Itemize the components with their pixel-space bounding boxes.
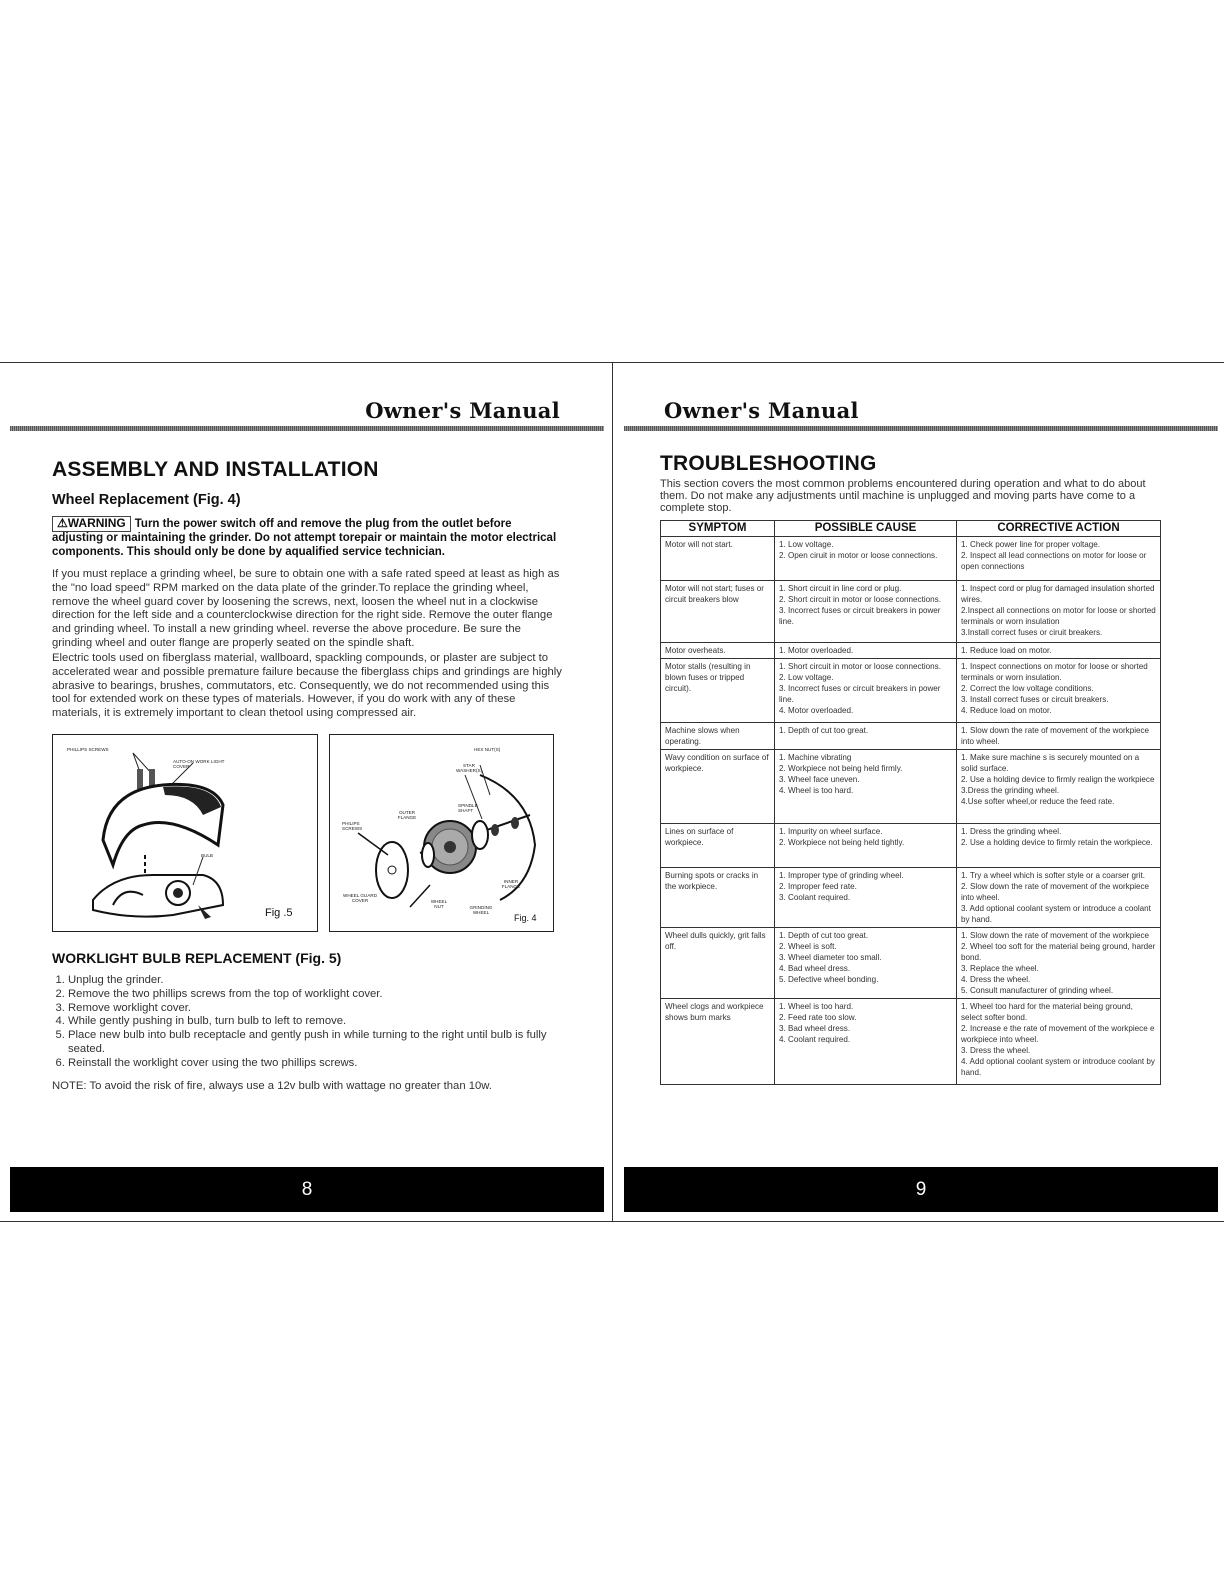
col-header-corrective-action: CORRECTIVE ACTION [957, 521, 1161, 537]
figure-4 [329, 734, 554, 932]
cause-item: 1. Depth of cut too great. [779, 726, 869, 735]
cause-cell [775, 999, 957, 1085]
step-3: 3. Remove worklight cover. [68, 1002, 562, 1016]
symptom-cell: Wavy condition on surface of workpiece. [661, 750, 775, 824]
right-header-title: Owner's Manual [664, 398, 859, 423]
action-item: 3. Dress the wheel. [961, 1046, 1031, 1055]
cause-item: 1. Motor overloaded. [779, 646, 854, 655]
action-cell [957, 723, 1161, 750]
symptom-cell: Motor will not start. [661, 537, 775, 581]
fig4-label-wheel-nut: WHEEL NUT [430, 899, 448, 909]
page-number-8: 8 [301, 1179, 313, 1200]
cause-item: 2. Open ciruit in motor or loose connections. [779, 551, 938, 560]
left-header-rule [10, 426, 604, 431]
step-2: 2. Remove the two phillips screws from the top of worklight cover. [68, 988, 562, 1002]
figure-5 [52, 734, 318, 932]
wheel-paragraph-1: If you must replace a grinding wheel, be sure to obtain one with a safe rated speed at least as high as the "no load speed" RPM marked on the data plate of the grinder.To replace the grinding wheel, remove the wheel guard cover by loosening the screws, next, loosen the wheel nut in a clockwise direction for the left side and a counterclockwise direction for the right side. Remove the outer flange and grinding wheel. To install a new grinding wheel. reverse the above procedure. Be sure the grinding wheel and outer flange are properly seated on the spindle shaft. [52, 568, 560, 649]
table-row [661, 750, 1161, 824]
fig5-label-work-light-cover: AUTO-ON WORK LIGHT COVER [173, 759, 225, 769]
action-item: 2. Use a holding device to firmly retain the workpiece. [961, 838, 1153, 847]
action-item: 1. Dress the grinding wheel. [961, 827, 1062, 836]
worklight-steps [52, 974, 562, 1071]
left-header-title: Owner's Manual [365, 398, 560, 423]
cause-item: 1. Machine vibrating [779, 753, 852, 762]
fig4-caption: Fig. 4 [514, 913, 537, 923]
action-item: 1. Inspect cord or plug for damaged insulation shorted wires. [961, 584, 1155, 604]
symptom-cell: Motor overheats. [661, 643, 775, 659]
table-row [661, 999, 1161, 1085]
fig4-label-philips-screws: PHILIPS SCREWS [342, 821, 363, 831]
action-cell [957, 643, 1161, 659]
table-row [661, 928, 1161, 999]
action-item: 1. Wheel too hard for the material being ground, select softer bond. [961, 1002, 1133, 1022]
table-row [661, 643, 1161, 659]
cause-item: 3. Incorrect fuses or circuit breakers in power line. [779, 684, 941, 704]
fig4-label-wheel-guard-cover: WHEEL GUARD COVER [342, 893, 378, 903]
col-header-possible-cause: POSSIBLE CAUSE [775, 521, 957, 537]
action-cell [957, 928, 1161, 999]
table-header-row [661, 521, 1161, 537]
cause-item: 2. Short circuit in motor or loose connections. [779, 595, 941, 604]
action-item: 4. Reduce load on motor. [961, 706, 1052, 715]
action-item: 5. Consult manufacturer of grinding wheel. [961, 986, 1114, 995]
action-item: 1. Slow down the rate of movement of the workpiece [961, 931, 1150, 940]
wheel-paragraph-2: Electric tools used on fiberglass material, wallboard, spackling compounds, or plaster are subject to accelerated wear and possible premature failure because the fiberglass chips and grindings are highly abrasive to bearings, brushes, commutators, etc. Consequently, we do not recommended using this tool for extended work on these types of materials. However, if you do work with any of these materials, it is extremely important to clean thetool using compressed air. [52, 652, 562, 720]
fig4-label-star-washers: STAR WASHER(S) [456, 763, 483, 773]
col-header-symptom: SYMPTOM [661, 521, 775, 537]
troubleshooting-intro: This section covers the most common problems encountered during operation and what to do about them. Do not make any adjustments until machine is unplugged and moving parts have come to a complete stop. [660, 478, 1146, 514]
cause-cell [775, 643, 957, 659]
action-item: 3. Install correct fuses or circuit breakers. [961, 695, 1109, 704]
cause-cell [775, 659, 957, 723]
cause-item: 3. Incorrect fuses or circuit breakers in power line. [779, 606, 941, 626]
warning-block [52, 516, 562, 559]
action-item: 2. Increase e the rate of movement of the workpiece e workpiece into wheel. [961, 1024, 1155, 1044]
action-item: 3.Dress the grinding wheel. [961, 786, 1060, 795]
action-item: 2. Correct the low voltage conditions. [961, 684, 1094, 693]
troubleshooting-title: TROUBLESHOOTING [660, 452, 877, 475]
step-4: 4. While gently pushing in bulb, turn bulb to left to remove. [68, 1015, 562, 1029]
step-1: 1. Unplug the grinder. [68, 974, 562, 988]
fig4-label-outer-flange: OUTER FLANGE [397, 810, 417, 820]
cause-item: 3. Coolant required. [779, 893, 851, 902]
troubleshooting-table-body [661, 537, 1161, 1085]
cause-item: 2. Low voltage. [779, 673, 834, 682]
action-item: 1. Check power line for proper voltage. [961, 540, 1101, 549]
page-number-9: 9 [915, 1179, 927, 1200]
right-page [618, 362, 1224, 1222]
left-footer-bar [10, 1167, 604, 1212]
action-item: 4. Dress the wheel. [961, 975, 1031, 984]
wheel-replacement-title: Wheel Replacement (Fig. 4) [52, 492, 241, 508]
cause-item: 3. Wheel diameter too small. [779, 953, 882, 962]
action-item: 3. Add optional coolant system or introduce a coolant by hand. [961, 904, 1151, 924]
table-row [661, 659, 1161, 723]
action-item: 1. Try a wheel which is softer style or a coarser grit. [961, 871, 1145, 880]
cause-item: 1. Wheel is too hard. [779, 1002, 854, 1011]
fig4-label-hex-nuts: HEX NUT(S) [474, 747, 501, 752]
bulb-note: NOTE: To avoid the risk of fire, always use a 12v bulb with wattage no greater than 10w. [52, 1080, 492, 1092]
fig5-caption: Fig .5 [265, 907, 293, 919]
cause-item: 1. Short circuit in line cord or plug. [779, 584, 902, 593]
fig5-label-phillips-screws: PHILLIPS SCREWS [67, 747, 109, 752]
action-item: 2. Inspect all lead connections on motor for loose or open connections [961, 551, 1147, 571]
right-header-rule [624, 426, 1218, 431]
action-item: 4.Use softer wheel,or reduce the feed rate. [961, 797, 1115, 806]
action-item: 3.Install correct fuses or ciruit breakers. [961, 628, 1103, 637]
warning-label: WARNING [67, 516, 126, 530]
cause-item: 2. Workpiece not being held tightly. [779, 838, 905, 847]
action-cell [957, 868, 1161, 928]
fig4-label-inner-flange: INNER FLANGE [501, 879, 521, 889]
cause-item: 4. Motor overloaded. [779, 706, 854, 715]
fig4-label-spindle-shaft: SPINDLE SHAFT [458, 803, 478, 813]
action-cell [957, 750, 1161, 824]
symptom-cell: Lines on surface of workpiece. [661, 824, 775, 868]
cause-item: 2. Workpiece not being held firmly. [779, 764, 903, 773]
cause-cell [775, 928, 957, 999]
worklight-section-title: WORKLIGHT BULB REPLACEMENT (Fig. 5) [52, 950, 342, 966]
cause-item: 3. Bad wheel dress. [779, 1024, 851, 1033]
cause-cell [775, 750, 957, 824]
cause-item: 2. Wheel is soft. [779, 942, 837, 951]
step-6: 6. Reinstall the worklight cover using the two phillips screws. [68, 1057, 562, 1071]
step-5: 5. Place new bulb into bulb receptacle and gently push in while turning to the right until bulb is fully seated. [68, 1029, 562, 1057]
left-page [4, 362, 610, 1222]
table-row [661, 581, 1161, 643]
action-item: 2.Inspect all connections on motor for loose or shorted terminals or worn insulation [961, 606, 1156, 626]
action-cell [957, 537, 1161, 581]
action-item: 3. Replace the wheel. [961, 964, 1039, 973]
symptom-cell: Machine slows when operating. [661, 723, 775, 750]
symptom-cell: Wheel dulls quickly, grit falls off. [661, 928, 775, 999]
cause-item: 1. Impurity on wheel surface. [779, 827, 883, 836]
action-item: 2. Wheel too soft for the material being ground, harder bond. [961, 942, 1156, 962]
action-item: 4. Add optional coolant system or introduce coolant by hand. [961, 1057, 1155, 1077]
action-item: 1. Reduce load on motor. [961, 646, 1052, 655]
table-row [661, 868, 1161, 928]
warning-badge [52, 516, 131, 532]
action-item: 1. Inspect connections on motor for loose or shorted terminals or worn insulation. [961, 662, 1148, 682]
warning-text: Turn the power switch off and remove the plug from the outlet before adjusting or maintaining the grinder. Do not attempt torepair or maintain the motor electrical components. This should only be done by aqualified service technician. [52, 518, 557, 558]
symptom-cell: Motor will not start; fuses or circuit breakers blow [661, 581, 775, 643]
table-row [661, 824, 1161, 868]
table-row [661, 723, 1161, 750]
cause-item: 4. Wheel is too hard. [779, 786, 854, 795]
cause-cell [775, 537, 957, 581]
action-cell [957, 824, 1161, 868]
cause-item: 2. Improper feed rate. [779, 882, 857, 891]
fig4-label-grinding-wheel: GRINDING WHEEL [469, 905, 493, 915]
action-cell [957, 659, 1161, 723]
cause-item: 3. Wheel face uneven. [779, 775, 860, 784]
action-item: 2. Use a holding device to firmly realign the workpiece [961, 775, 1155, 784]
cause-item: 1. Improper type of grinding wheel. [779, 871, 904, 880]
cause-item: 2. Feed rate too slow. [779, 1013, 857, 1022]
action-item: 1. Make sure machine s is securely mounted on a solid surface. [961, 753, 1140, 773]
right-footer-bar [624, 1167, 1218, 1212]
action-item: 1. Slow down the rate of movement of the workpiece into wheel. [961, 726, 1150, 746]
cause-item: 4. Bad wheel dress. [779, 964, 851, 973]
cause-item: 1. Depth of cut too great. [779, 931, 869, 940]
symptom-cell: Burning spots or cracks in the workpiece. [661, 868, 775, 928]
action-cell [957, 581, 1161, 643]
cause-cell [775, 868, 957, 928]
fig5-label-bulb: BULB [201, 853, 214, 858]
action-item: 2. Slow down the rate of movement of the workpiece into wheel. [961, 882, 1150, 902]
page-divider [612, 362, 613, 1222]
cause-cell [775, 723, 957, 750]
cause-cell [775, 824, 957, 868]
action-cell [957, 999, 1161, 1085]
cause-item: 4. Coolant required. [779, 1035, 851, 1044]
warning-icon: ⚠ [57, 516, 68, 530]
cause-item: 1. Low voltage. [779, 540, 834, 549]
table-row [661, 537, 1161, 581]
cause-item: 5. Defective wheel bonding. [779, 975, 879, 984]
cause-item: 1. Short circuit in motor or loose connections. [779, 662, 941, 671]
symptom-cell: Wheel clogs and workpiece shows burn marks [661, 999, 775, 1085]
symptom-cell: Motor stalls (resulting in blown fuses or tripped circuit). [661, 659, 775, 723]
cause-cell [775, 581, 957, 643]
assembly-section-title: ASSEMBLY AND INSTALLATION [52, 458, 379, 481]
troubleshooting-table [660, 520, 1161, 1085]
